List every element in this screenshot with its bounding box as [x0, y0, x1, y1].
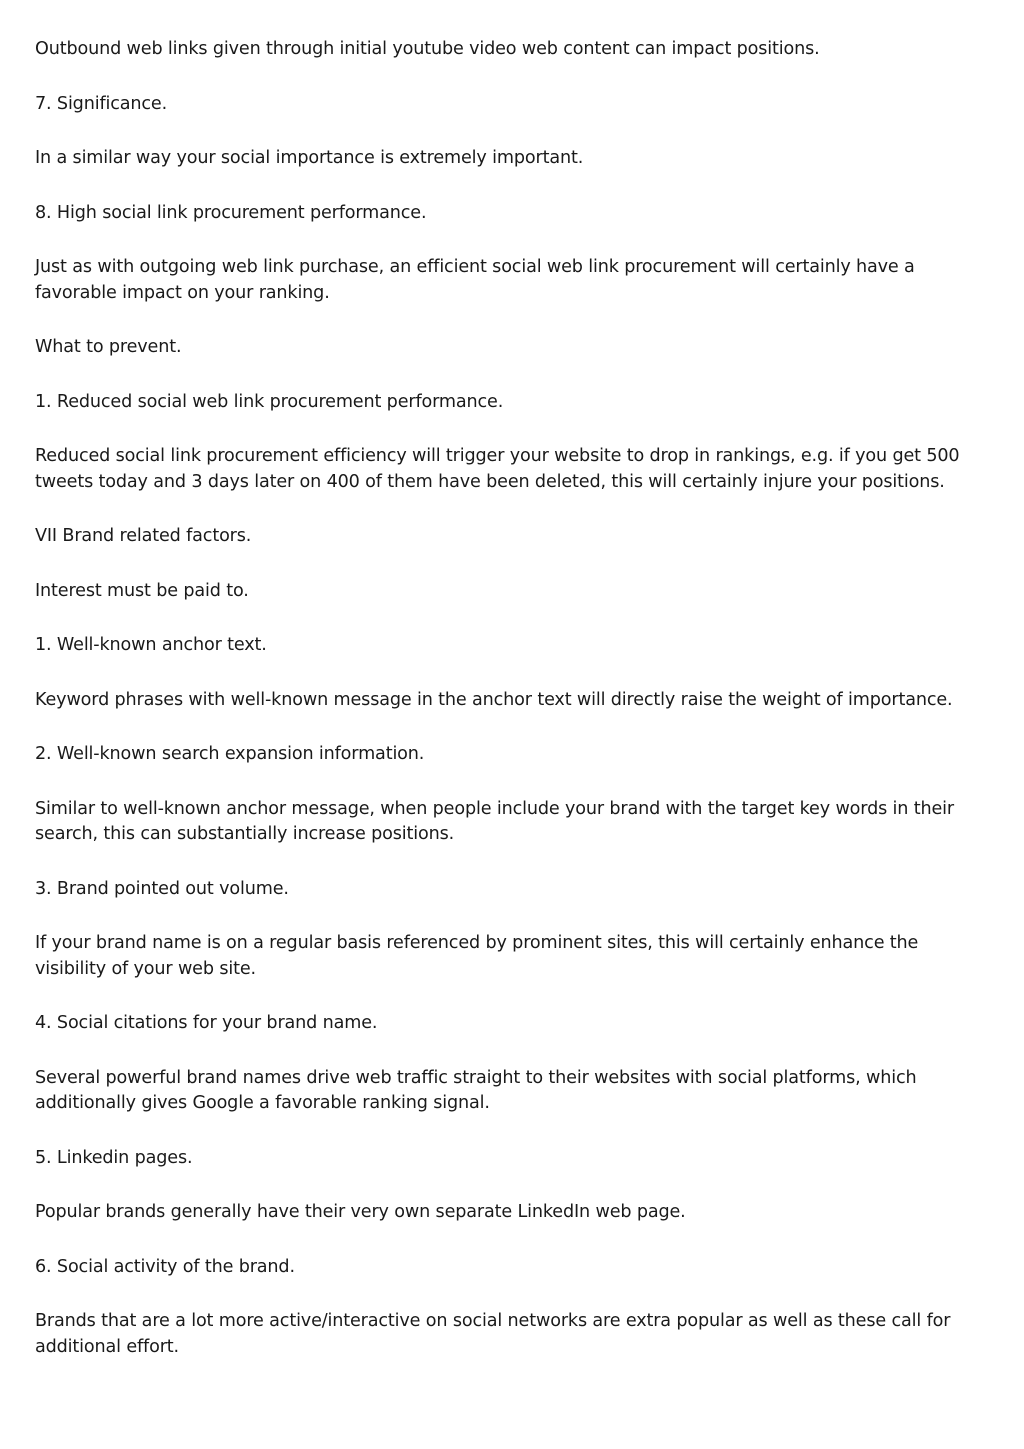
- heading-social-activity: 6. Social activity of the brand.: [35, 1256, 295, 1277]
- heading-social-citations: 4. Social citations for your brand name.: [35, 1013, 378, 1033]
- heading-brand-volume: 3. Brand pointed out volume.: [35, 878, 289, 899]
- heading-search-expansion: 2. Well-known search expansion information.: [35, 744, 425, 764]
- paragraph-social-importance: In a similar way your social importance is extremely important.: [35, 148, 584, 168]
- paragraph-outbound-links: Outbound web links given through initial youtube video web content can impact positions.: [35, 39, 820, 59]
- heading-significance: 7. Significance.: [35, 93, 168, 114]
- paragraph-anchor-message: Similar to well-known anchor message, when people include your brand with the target key words in their search, this can substantially increase positions.: [35, 798, 954, 844]
- paragraph-social-link-procurement: Just as with outgoing web link purchase, an efficient social web link procurement will certainly have a favorable impact on your ranking.: [35, 257, 915, 303]
- paragraph-brand-referenced: If your brand name is on a regular basis referenced by prominent sites, this will certainly enhance the visibility of your web site.: [35, 933, 919, 979]
- paragraph-powerful-brands: Several powerful brand names drive web traffic straight to their websites with social platforms, which additionally gives Google a favorable ranking signal.: [35, 1067, 917, 1113]
- heading-well-known-anchor-text: 1. Well-known anchor text.: [35, 635, 267, 655]
- paragraph-active-brands: Brands that are a lot more active/interactive on social networks are extra popular as well as these call for additional effort.: [35, 1311, 951, 1357]
- paragraph-linkedin: Popular brands generally have their very own separate LinkedIn web page.: [35, 1202, 686, 1222]
- paragraph-keyword-phrases: Keyword phrases with well-known message in the anchor text will directly raise the weight of importance.: [35, 689, 953, 710]
- heading-linkedin-pages: 5. Linkedin pages.: [35, 1147, 193, 1168]
- paragraph-reduced-efficiency: Reduced social link procurement efficiency will trigger your website to drop in rankings, e.g. if you get 500 tweets today and 3 days later on 400 of them have been deleted, this will certainly injure your positions.: [35, 446, 960, 492]
- heading-high-social-link-performance: 8. High social link procurement performance.: [35, 202, 427, 223]
- heading-reduced-social-link-performance: 1. Reduced social web link procurement performance.: [35, 391, 504, 412]
- paragraph-interest-paid: Interest must be paid to.: [35, 580, 249, 601]
- heading-brand-related-factors: VII Brand related factors.: [35, 526, 252, 546]
- heading-what-to-prevent: What to prevent.: [35, 337, 182, 357]
